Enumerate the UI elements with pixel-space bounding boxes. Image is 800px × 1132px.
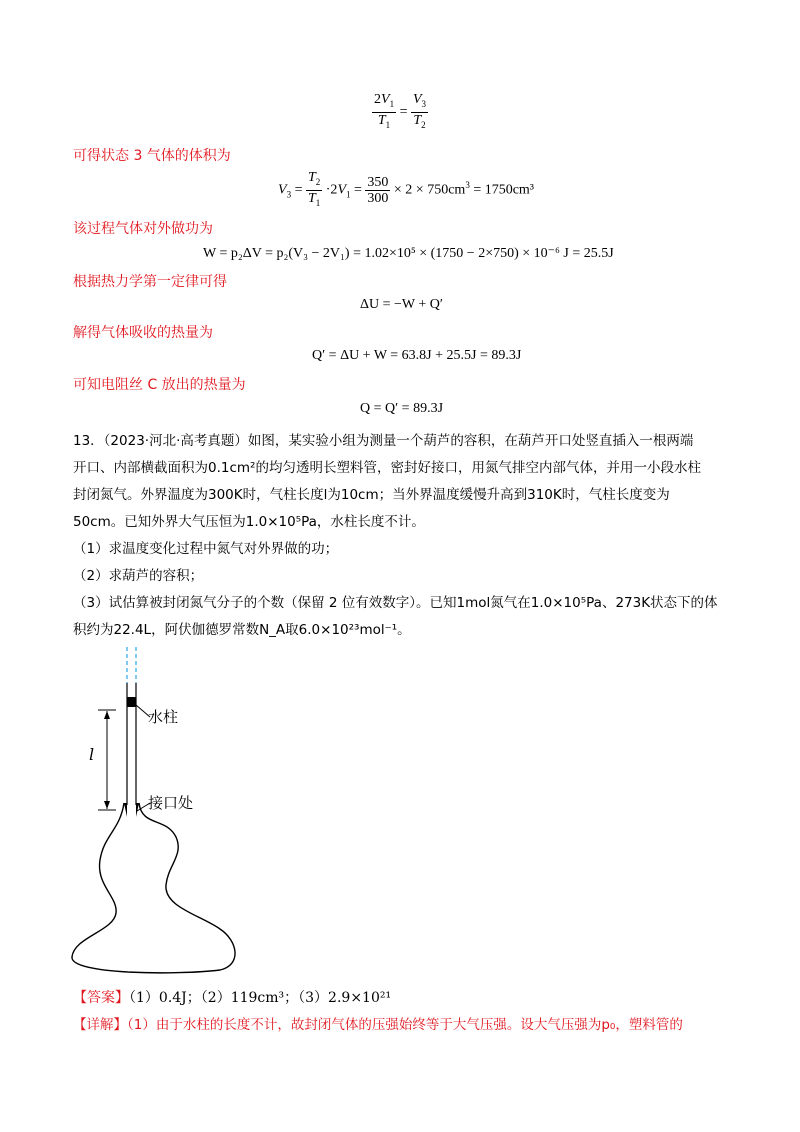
question-1: （1）求温度变化过程中氮气对外界做的功； [73,541,339,557]
problem-line-2: 开口、内部横截面积为0.1cm²的均匀透明长塑料管，密封好接口，用氮气排空内部气体，并用一小段水柱 [73,460,701,476]
equation-charles-law: $\frac{2V_1}{T_1}$ = $\frac{V_3}{T_2}$ [374,92,427,130]
equation-v3: $V_3$ = $\frac{T_2}{T_1}$ $\cdot 2V_1$ = $\frac{350}{300}$ × $2 \times 750cm^3 = 1750cm^3$ [278,170,535,208]
explain-tag: 【详解】 [73,1017,127,1033]
question-2: （2）求葫芦的容积； [73,568,204,584]
label-heat-absorbed: 解得气体吸收的热量为 [73,325,213,341]
explain-text: （1）由于水柱的长度不计，故封闭气体的压强始终等于大气压强。设大气压强为p₀，塑料管的 [127,1017,683,1033]
question-3: （3）试估算被封闭氮气分子的个数（保留 2 位有效数字）。已知1mol氮气在1.0×10⁵Pa、273K状态下的体 [73,595,718,611]
water-column [127,697,136,707]
equation-heat: Q′ = ΔU + W = 63.8J + 25.5J = 89.3J [312,348,522,363]
answer-line [73,988,391,1008]
question-3-continued: 积约为22.4L，阿伏伽德罗常数N_A取6.0×10²³mol⁻¹。 [73,622,411,638]
equation-work: W = p₂ΔV = p₂(V₃ − 2V₁) = 1.02×10⁵ × (1750 − 2×750) × 10⁻⁶ J = 25.5J [203,246,614,261]
equation-heat-released: Q = Q′ = 89.3J [360,401,444,416]
neck-joint [124,803,139,817]
figure-water-label: 水柱 [148,708,179,726]
label-state3-volume: 可得状态 3 气体的体积为 [73,148,231,164]
label-heat-released: 可知电阻丝 C 放出的热量为 [73,377,246,393]
label-work: 该过程气体对外做功为 [73,221,213,237]
label-first-law: 根据热力学第一定律可得 [73,274,227,290]
gourd-body [72,803,235,973]
equation-v3-result: = 1750cm³ [473,182,535,198]
answer-text: （1）0.4J；（2）119cm³；（3）2.9×10²¹ [129,990,392,1006]
equation-first-law: ΔU = −W + Q′ [360,297,443,312]
figure-joint-label: 接口处 [148,794,194,812]
dimension-arrow-up [104,711,110,719]
dimension-arrow-down [104,801,110,809]
problem-line-1: 13．（2023·河北·高考真题）如图，某实验小组为测量一个葫芦的容积，在葫芦开口处竖直插入一根两端 [73,433,694,449]
problem-line-3: 封闭氮气。外界温度为300K时，气柱长度l为10cm；当外界温度缓慢升高到310K时，气柱长度变为 [73,487,670,503]
figure-length-label: l [89,745,95,764]
explain-line [73,1015,683,1035]
problem-line-4: 50cm。已知外界大气压恒为1.0×10⁵Pa，水柱长度不计。 [73,514,425,530]
answer-tag: 【答案】 [73,990,129,1006]
